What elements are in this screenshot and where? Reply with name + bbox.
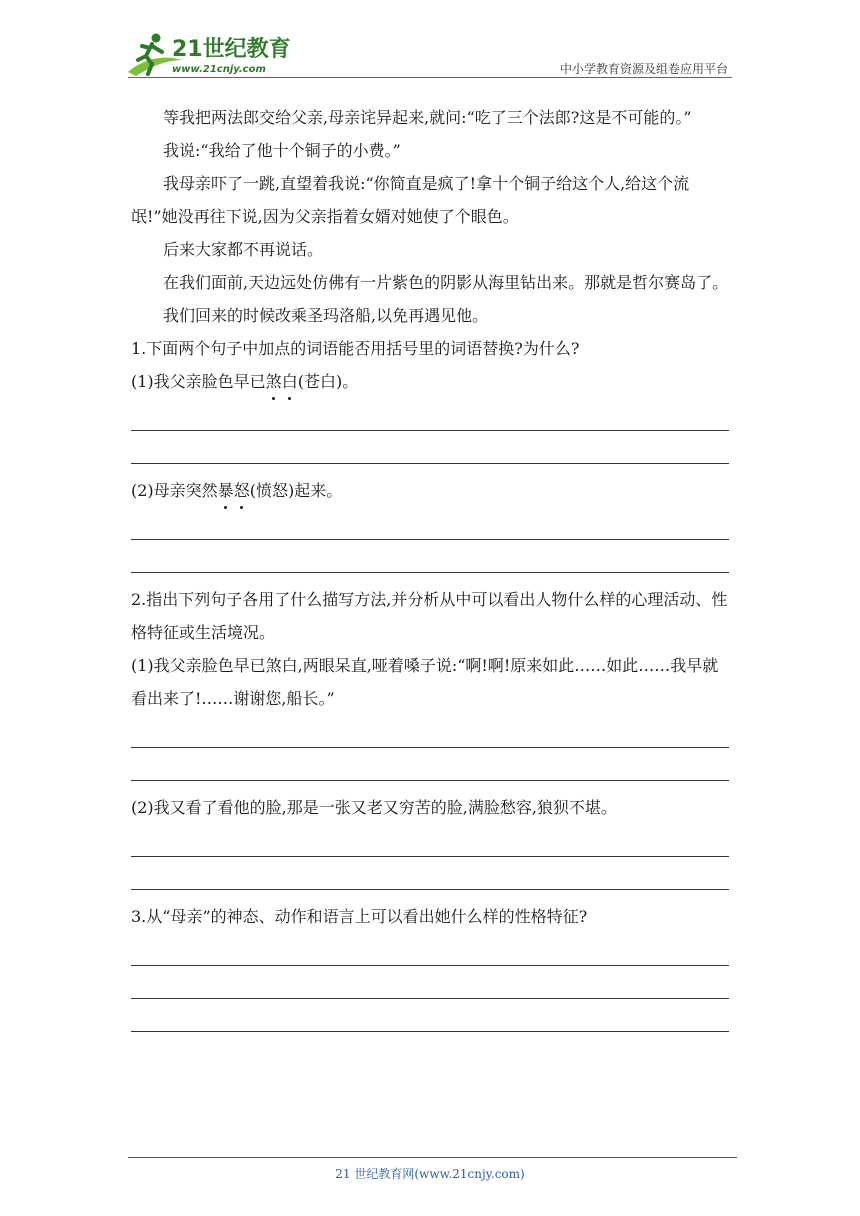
answer-line[interactable]	[131, 748, 729, 781]
dotted-char: 暴	[218, 474, 234, 507]
question-2-sentence-1: (1)我父亲脸色早已煞白,两眼呆直,哑着嗓子说:“啊!啊!原来如此……如此……我早就看出来了!……谢谢您,船长。”	[131, 656, 719, 708]
answer-line[interactable]	[131, 540, 729, 573]
passage-paragraph: 我母亲吓了一跳,直望着我说:“你简直是疯了!拿十个铜子给这个人,给这个流氓!”她没再往下说,因为父亲指着女婿对她使了个眼色。	[131, 174, 690, 226]
answer-line[interactable]	[131, 857, 729, 890]
svg-text:21世纪教育: 21世纪教育	[172, 37, 291, 62]
answer-lines[interactable]	[131, 824, 729, 890]
sentence-text: (愤怒)起来。	[249, 481, 343, 500]
answer-line[interactable]	[131, 966, 729, 999]
runner-logo-icon	[122, 30, 292, 80]
answer-line[interactable]	[131, 507, 729, 540]
dotted-char: 白	[282, 365, 298, 398]
sentence-text: (苍白)。	[297, 372, 359, 391]
header-divider	[128, 77, 732, 78]
answer-line[interactable]	[131, 999, 729, 1032]
question-3-title: 3.从“母亲”的神态、动作和语言上可以看出她什么样的性格特征?	[131, 907, 588, 926]
sentence-text: (1)我父亲脸色早已	[131, 372, 266, 391]
question-2-sentence-2: (2)我又看了看他的脸,那是一张又老又穷苦的脸,满脸愁容,狼狈不堪。	[131, 798, 617, 817]
page-header	[0, 0, 860, 80]
answer-lines[interactable]	[131, 715, 729, 781]
footer-link[interactable]: 21 世纪教育网(www.21cnjy.com)	[335, 1167, 525, 1181]
answer-line[interactable]	[131, 431, 729, 464]
question-1-sentence-2	[131, 474, 729, 507]
question-1-sentence-1	[131, 365, 729, 398]
answer-line[interactable]	[131, 933, 729, 966]
passage-paragraph: 在我们面前,天边远处仿佛有一片紫色的阴影从海里钻出来。那就是哲尔赛岛了。	[163, 273, 729, 292]
answer-line[interactable]	[131, 715, 729, 748]
answer-lines[interactable]	[131, 933, 729, 1032]
site-logo	[122, 30, 292, 80]
answer-lines[interactable]	[131, 507, 729, 573]
footer-divider	[128, 1157, 737, 1158]
header-platform-text: 中小学教育资源及组卷应用平台	[559, 62, 728, 76]
answer-line[interactable]	[131, 398, 729, 431]
question-2-title: 2.指出下列句子各用了什么描写方法,并分析从中可以看出人物什么样的心理活动、性格特征或生活境况。	[131, 590, 728, 642]
passage-paragraph: 我们回来的时候改乘圣玛洛船,以免再遇见他。	[163, 306, 489, 325]
sentence-text: (2)母亲突然	[131, 481, 218, 500]
answer-line[interactable]	[131, 824, 729, 857]
passage-paragraph: 我说:“我给了他十个铜子的小费。”	[163, 141, 401, 160]
question-1-title: 1.下面两个句子中加点的词语能否用括号里的词语替换?为什么?	[131, 339, 580, 358]
svg-text:www.21cnjy.com: www.21cnjy.com	[172, 64, 266, 75]
document-body	[131, 101, 729, 1032]
dotted-char: 怒	[234, 474, 250, 507]
passage-paragraph: 等我把两法郎交给父亲,母亲诧异起来,就问:“吃了三个法郎?这是不可能的。”	[163, 108, 692, 127]
answer-lines[interactable]	[131, 398, 729, 464]
passage-paragraph: 后来大家都不再说话。	[163, 240, 324, 259]
dotted-char: 煞	[266, 365, 282, 398]
